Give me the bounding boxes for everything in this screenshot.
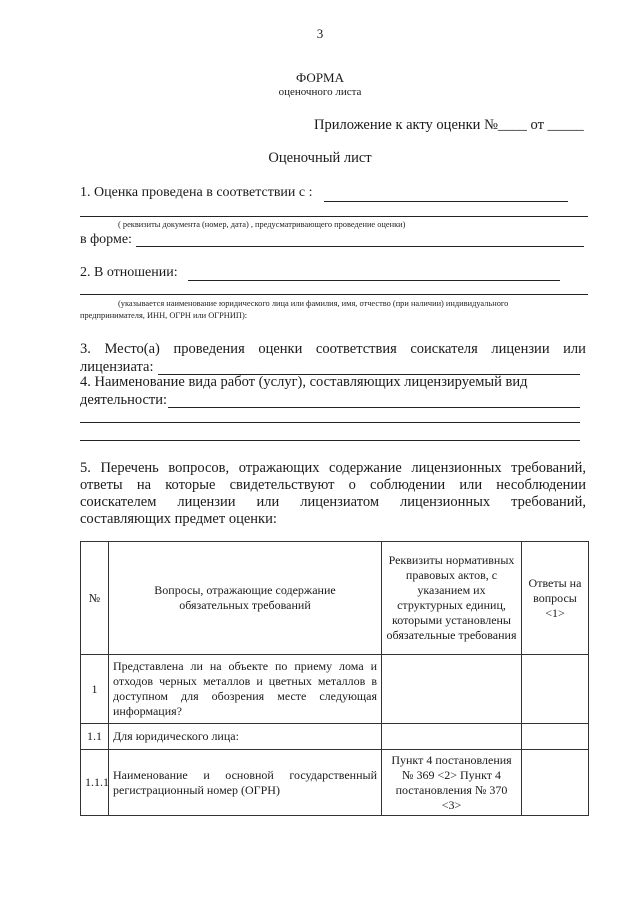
item1-fill-line[interactable] <box>324 201 568 202</box>
appendix-line: Приложение к акту оценки №____ от _____ <box>314 117 584 133</box>
header-answers: Ответы на вопросы <1> <box>522 542 589 655</box>
questions-table <box>80 541 589 816</box>
header-num: № <box>81 542 109 655</box>
item4-line1: 4. Наименование вида работ (услуг), составляющих лицензируемый вид <box>80 374 528 390</box>
row-question: Для юридического лица: <box>109 724 382 750</box>
item2-label: 2. В отношении: <box>80 265 178 280</box>
form-title: ФОРМА <box>296 70 344 85</box>
row-num: 1 <box>81 655 109 724</box>
row-answer[interactable] <box>522 655 589 724</box>
item1-note: ( реквизиты документа (номер, дата) , предусматривающего проведение оценки) <box>118 220 406 229</box>
row-requisites[interactable] <box>382 724 522 750</box>
row-requisites[interactable] <box>382 655 522 724</box>
item5-line2: ответы на которые свидетельствуют о соблюдении или несоблюдении <box>80 477 586 493</box>
item5-line1: 5. Перечень вопросов, отражающих содержание лицензионных требований, <box>80 460 586 476</box>
item4-fill-line-3[interactable] <box>80 440 580 441</box>
row-requisites: Пункт 4 постановления № 369 <2> Пункт 4 постановления № 370 <3> <box>382 750 522 816</box>
table-header-row <box>81 542 589 655</box>
item2-fill-line[interactable] <box>188 280 560 281</box>
row-num: 1.1 <box>81 724 109 750</box>
form-fill-line[interactable] <box>136 246 584 247</box>
item1-form-label: в форме: <box>80 232 132 247</box>
item2-note-line1: (указывается наименование юридического лица или фамилия, имя, отчество (при наличии) индивидуального <box>118 299 509 308</box>
item3-line1: 3. Место(а) проведения оценки соответствия соискателя лицензии или <box>80 341 586 357</box>
row-num: 1.1.1 <box>81 750 109 816</box>
table-row <box>81 724 589 750</box>
item5-line4: составляющих предмет оценки: <box>80 511 277 527</box>
table-row <box>81 655 589 724</box>
table-row <box>81 750 589 816</box>
item1-fill-line-2[interactable] <box>80 216 588 217</box>
row-answer[interactable] <box>522 724 589 750</box>
item5-line3: соискателем лицензии или лицензиатом лицензионных требований, <box>80 494 586 510</box>
item2-fill-line-2[interactable] <box>80 294 588 295</box>
header-requisites: Реквизиты нормативных правовых актов, с указанием их структурных единиц, которыми установлены обязательные требования <box>382 542 522 655</box>
item4-line2: деятельности: <box>80 392 168 408</box>
header-questions: Вопросы, отражающие содержание обязательных требований <box>109 542 382 655</box>
item1-label: 1. Оценка проведена в соответствии с : <box>80 185 313 200</box>
form-subtitle: оценочного листа <box>278 86 362 98</box>
row-question: Представлена ли на объекте по приему лома и отходов черных металлов и цветных металлов в доступном для обозрения месте следующая информация? <box>109 655 382 724</box>
page-number: 3 <box>316 26 324 41</box>
sheet-title: Оценочный лист <box>268 150 372 166</box>
row-question: Наименование и основной государственный регистрационный номер (ОГРН) <box>109 750 382 816</box>
item3-line2: лицензиата: <box>80 359 154 375</box>
row-answer[interactable] <box>522 750 589 816</box>
item4-fill-line[interactable] <box>168 407 580 408</box>
item2-note-line2: предпринимателя, ИНН, ОГРН или ОГРНИП): <box>80 311 248 320</box>
item4-fill-line-2[interactable] <box>80 422 580 423</box>
